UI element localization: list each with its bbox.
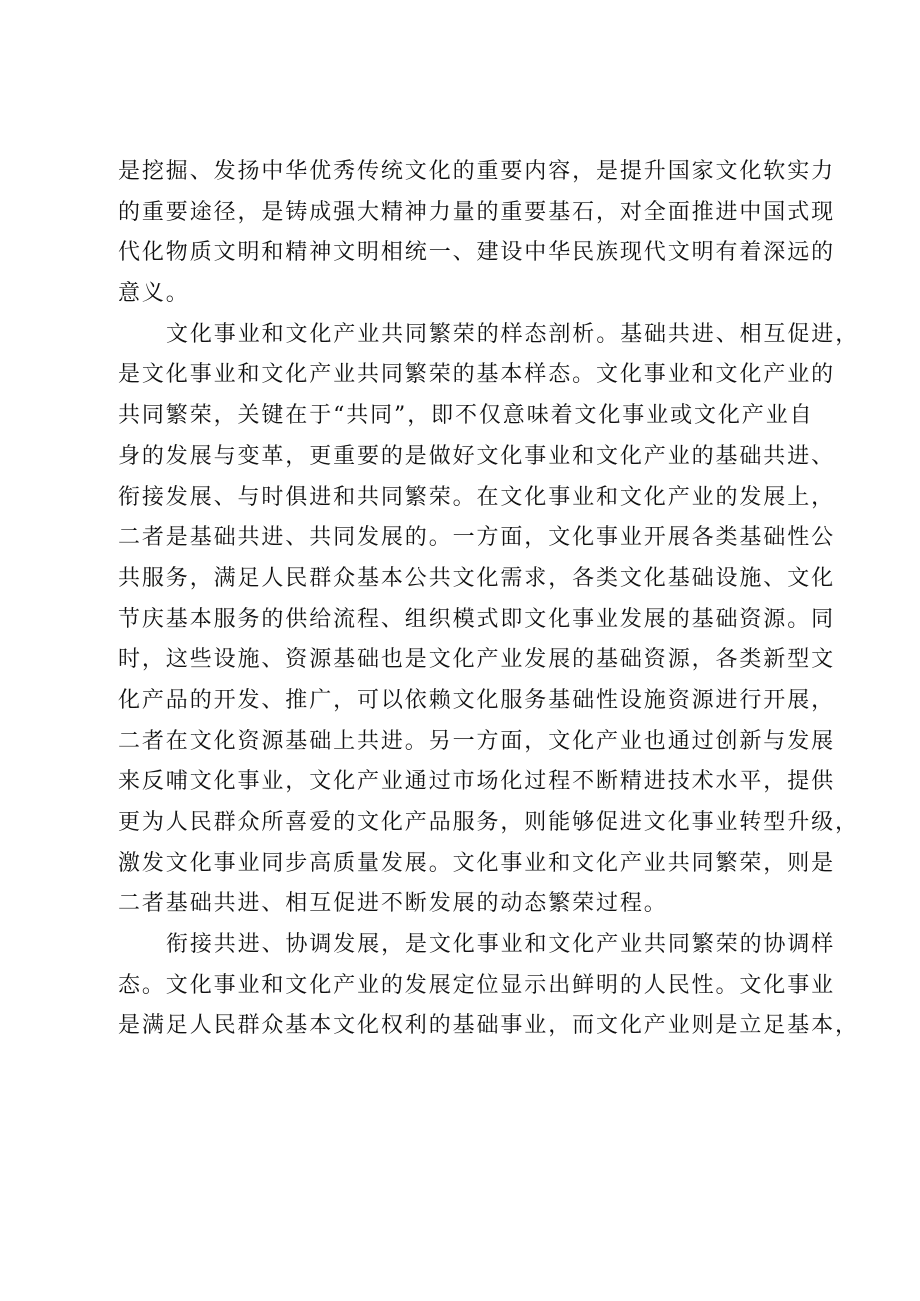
text-line: 身的发展与变革，更重要的是做好文化事业和文化产业的基础共进、 — [118, 443, 836, 469]
text-line: 更为人民群众所喜爱的文化产品服务，则能够促进文化事业转型升级， — [118, 810, 859, 835]
text-line: 二者在文化资源基础上共进。另一方面，文化产业也通过创新与发展 — [118, 728, 836, 754]
paragraph-start-line: 文化事业和文化产业共同繁荣的样态剖析。基础共进、相互促进， — [166, 321, 860, 347]
text-line: 来反哺文化事业，文化产业通过市场化过程不断精进技术水平，提供 — [118, 769, 836, 795]
text-line: 时，这些设施、资源基础也是文化产业发展的基础资源，各类新型文 — [118, 647, 836, 673]
body-text — [118, 152, 860, 1047]
text-line: 是满足人民群众基本文化权利的基础事业，而文化产业则是立足基本， — [118, 1013, 859, 1039]
text-line: 衔接发展、与时俱进和共同繁荣。在文化事业和文化产业的发展上， — [118, 484, 836, 510]
text-line: 的重要途径，是铸成强大精神力量的重要基石，对全面推进中国式现 — [118, 199, 836, 225]
text-line: 化产品的开发、推广，可以依赖文化服务基础性设施资源进行开展， — [118, 687, 836, 713]
text-line: 共同繁荣，关键在于“共同”，即不仅意味着文化事业或文化产业自 — [118, 403, 814, 429]
text-line: 是挖掘、发扬中华优秀传统文化的重要内容，是提升国家文化软实力 — [118, 159, 836, 184]
paragraph-start-line: 衔接共进、协调发展，是文化事业和文化产业共同繁荣的协调样 — [166, 932, 836, 958]
text-line: 激发文化事业同步高质量发展。文化事业和文化产业共同繁荣，则是 — [118, 850, 836, 876]
text-line: 二者基础共进、相互促进不断发展的动态繁荣过程。 — [118, 891, 668, 917]
text-line: 节庆基本服务的供给流程、组织模式即文化事业发展的基础资源。同 — [118, 606, 836, 632]
text-line: 代化物质文明和精神文明相统一、建设中华民族现代文明有着深远的 — [118, 240, 836, 266]
text-line: 态。文化事业和文化产业的发展定位显示出鲜明的人民性。文化事业 — [118, 972, 836, 998]
text-line: 是文化事业和文化产业共同繁荣的基本样态。文化事业和文化产业的 — [118, 362, 836, 388]
text-line: 二者是基础共进、共同发展的。一方面，文化事业开展各类基础性公 — [118, 525, 836, 551]
text-line: 共服务，满足人民群众基本公共文化需求，各类文化基础设施、文化 — [118, 565, 836, 591]
text-line: 意义。 — [118, 281, 190, 307]
